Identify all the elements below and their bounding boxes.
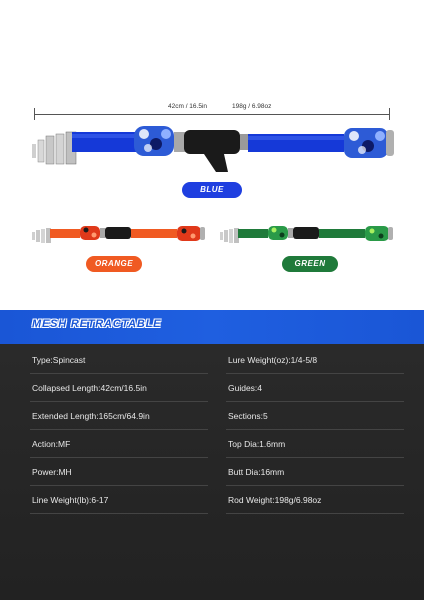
color-label-green: GREEN xyxy=(282,256,338,272)
product-title-banner xyxy=(0,310,424,344)
spec-line-weight: Line Weight(lb):6-17 xyxy=(30,486,208,514)
spec-collapsed-length: Collapsed Length:42cm/16.5in xyxy=(30,374,208,402)
spec-rod-weight: Rod Weight:198g/6.98oz xyxy=(226,486,404,514)
spec-column-left xyxy=(30,346,208,514)
spec-table xyxy=(0,344,424,600)
spec-top-dia: Top Dia:1.6mm xyxy=(226,430,404,458)
spec-type: Type:Spincast xyxy=(30,346,208,374)
spec-sections: Sections:5 xyxy=(226,402,404,430)
spec-guides: Guides:4 xyxy=(226,374,404,402)
spec-column-right xyxy=(226,346,404,514)
dimension-cap-right xyxy=(389,108,390,120)
collapsed-length-label: 42cm / 16.5in xyxy=(168,103,208,110)
blue-rod-image xyxy=(28,120,398,180)
spec-lure-weight: Lure Weight(oz):1/4-5/8 xyxy=(226,346,404,374)
banner-title: MESH RETRACTABLE xyxy=(32,318,162,330)
green-rod-image xyxy=(218,222,398,250)
orange-rod-image xyxy=(30,222,210,250)
spec-butt-dia: Butt Dia:16mm xyxy=(226,458,404,486)
dimension-line xyxy=(34,114,390,115)
color-label-blue: BLUE xyxy=(182,182,242,198)
spec-action: Action:MF xyxy=(30,430,208,458)
rod-weight-label: 198g / 6.98oz xyxy=(232,103,272,110)
spec-extended-length: Extended Length:165cm/64.9in xyxy=(30,402,208,430)
color-label-orange: ORANGE xyxy=(86,256,142,272)
spec-power: Power:MH xyxy=(30,458,208,486)
